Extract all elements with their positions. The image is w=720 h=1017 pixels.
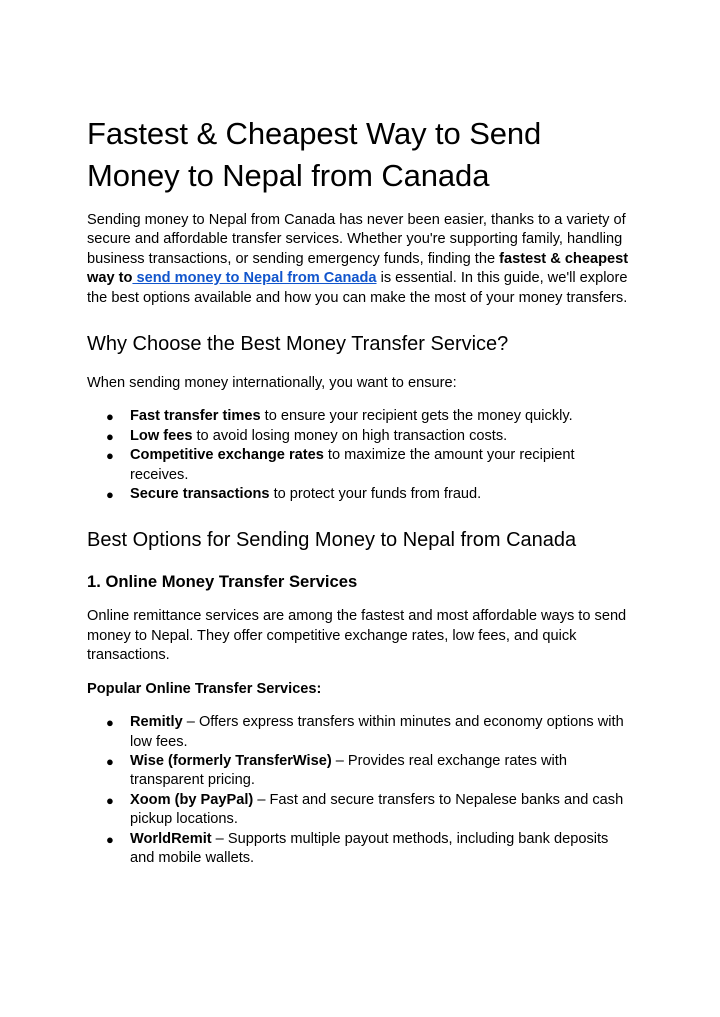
list-item-text: to protect your funds from fraud. <box>269 486 482 503</box>
service-description: – Provides real exchange rates with transparent pricing. <box>130 752 567 789</box>
intro-text-1: Sending money to Nepal from Canada has never been easier, thanks to a variety of secure and affordable transfer services. Whether you're supporting family, handling business transactions, or sending emergency funds, finding the <box>87 212 626 267</box>
benefits-list <box>87 407 635 504</box>
bullet-icon: ● <box>106 792 114 808</box>
service-name: WorldRemit <box>130 830 212 847</box>
service-name: Wise (formerly TransferWise) <box>130 752 332 769</box>
bullet-icon: ● <box>106 831 114 847</box>
service-description: – Fast and secure transfers to Nepalese banks and cash pickup locations. <box>130 791 624 828</box>
list-item <box>87 752 635 791</box>
list-item <box>87 446 635 485</box>
intro-bold: fastest & cheapest way to <box>87 250 629 287</box>
subsection-heading-online: 1. Online Money Transfer Services <box>87 572 358 592</box>
bullet-icon: ● <box>106 448 114 464</box>
list-item-text: to avoid losing money on high transaction costs. <box>192 427 508 444</box>
list-item-bold: Fast transfer times <box>130 408 261 425</box>
section-heading-best-options: Best Options for Sending Money to Nepal from Canada <box>87 529 577 552</box>
service-description: – Supports multiple payout methods, including bank deposits and mobile wallets. <box>130 830 609 866</box>
service-description: – Offers express transfers within minutes and economy options with low fees. <box>130 714 624 750</box>
send-money-link[interactable]: send money to Nepal from Canada <box>132 270 377 287</box>
list-item-bold: Competitive exchange rates <box>130 447 324 464</box>
list-item <box>87 427 635 446</box>
services-list <box>87 713 635 868</box>
service-name: Xoom (by PayPal) <box>130 791 254 808</box>
list-item <box>87 407 635 426</box>
bullet-icon: ● <box>106 753 114 769</box>
intro-text-2: is essential. In this guide, we'll explore the best options available and how you can make the most of your money transfers. <box>87 270 628 306</box>
bullet-icon: ● <box>106 428 114 444</box>
list-item <box>87 485 635 504</box>
bullet-icon: ● <box>106 409 114 425</box>
list-item-bold: Low fees <box>130 427 193 444</box>
intro-paragraph <box>87 211 635 308</box>
list-item <box>87 713 635 752</box>
section-heading-why: Why Choose the Best Money Transfer Service? <box>87 333 509 356</box>
list-item <box>87 830 635 869</box>
popular-services-label-text: Popular Online Transfer Services: <box>87 680 322 697</box>
list-item-text: to ensure your recipient gets the money quickly. <box>260 408 573 425</box>
page-title: Fastest & Cheapest Way to Send Money to Nepal from Canada <box>87 116 542 193</box>
bullet-icon: ● <box>106 487 114 503</box>
service-name: Remitly <box>130 714 183 731</box>
bullet-icon: ● <box>106 715 114 731</box>
document-page <box>87 113 635 868</box>
popular-services-label <box>87 680 635 699</box>
online-paragraph: Online remittance services are among the fastest and most affordable ways to send money to Nepal. They offer competitive exchange rates, low fees, and quick transactions. <box>87 608 627 664</box>
list-item-text: to maximize the amount your recipient receives. <box>130 447 575 483</box>
list-item <box>87 791 635 830</box>
list-item-bold: Secure transactions <box>130 486 270 503</box>
why-lead: When sending money internationally, you want to ensure: <box>87 375 457 392</box>
